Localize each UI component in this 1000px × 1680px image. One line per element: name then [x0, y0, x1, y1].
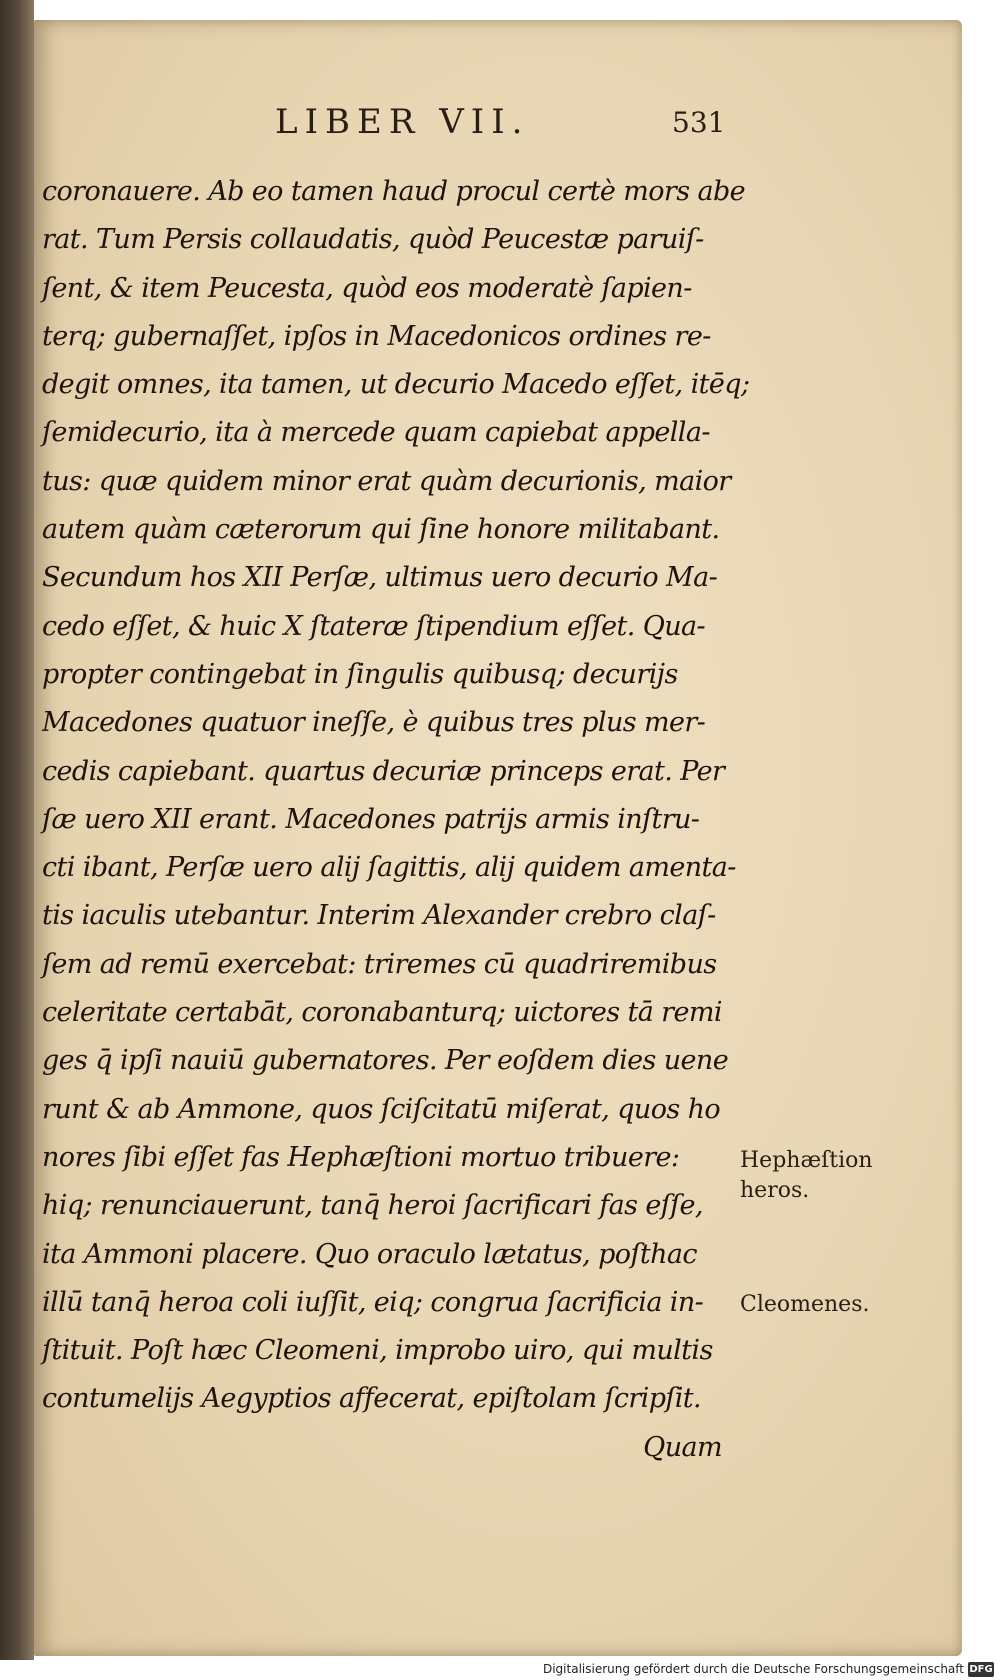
dfg-logo: DFG — [969, 1664, 993, 1675]
text-line: degit omnes, ita tamen, ut decurio Macedo eſſet, itēq; — [42, 369, 750, 401]
text-line: tis iaculis utebantur. Interim Alexander crebro claſ- — [42, 900, 716, 932]
funding-credit: Digitalisierung gefördert durch die Deutsche Forschungsgemeinschaft — [542, 1662, 964, 1676]
margin-note-line: heros. — [740, 1178, 810, 1203]
text-line: propter contingebat in ſingulis quibusq; decurijs — [42, 658, 678, 690]
folio-number: 531 — [672, 106, 726, 139]
running-title: LIBER VII. — [275, 102, 530, 142]
catchword: Quam — [643, 1431, 722, 1463]
text-line: autem quàm cæterorum qui ſine honore militabant. — [42, 514, 720, 546]
text-line: cedo eſſet, & huic X ſtateræ ſtipendium eſſet. Qua- — [42, 610, 706, 642]
text-block — [42, 168, 750, 1472]
text-line: cti ibant, Perſæ uero alij ſagittis, alij quidem amenta- — [42, 852, 736, 884]
margin-note-line: Hephæſtion — [740, 1148, 873, 1173]
text-line: contumelijs Aegyptios affecerat, epiſtolam ſcripſit. — [42, 1383, 702, 1415]
text-line: Macedones quatuor ineſſe, è quibus tres plus mer- — [42, 707, 706, 739]
text-line: coronauere. Ab eo tamen haud procul certè mors abe — [42, 176, 746, 207]
text-line: Secundum hos XII Perſæ, ultimus uero decurio Ma- — [42, 562, 718, 594]
digitization-footer — [0, 1660, 1000, 1680]
margin-note-hephaestion — [740, 1146, 873, 1206]
margin-note-cleomenes: Cleomenes. — [740, 1292, 870, 1317]
text-line: nores ſibi eſſet fas Hephæſtioni mortuo tribuere: — [42, 1141, 680, 1173]
text-line: ſtituit. Poſt hæc Cleomeni, improbo uiro, qui multis — [42, 1335, 713, 1367]
text-line: runt & ab Ammone, quos ſciſcitatū miſerat, quos ho — [42, 1093, 721, 1125]
text-line: tus: quæ quidem minor erat quàm decurionis, maior — [42, 465, 731, 497]
text-line: ges q̄ ipſi nauiū gubernatores. Per eoſdem dies uene — [42, 1045, 729, 1077]
text-line: ſemidecurio, ita à mercede quam capiebat appella- — [42, 417, 710, 449]
running-head — [0, 102, 1000, 152]
text-line: illū tanq̄ heroa coli iuſſit, eiq; congrua ſacrificia in- — [42, 1286, 704, 1318]
text-line: ſem ad remū exercebat: triremes cū quadriremibus — [42, 948, 717, 980]
text-line: ſæ uero XII erant. Macedones patrijs armis inſtru- — [42, 803, 700, 835]
text-line: rat. Tum Persis collaudatis, quòd Peucestæ paruiſ- — [42, 224, 704, 256]
text-line: cedis capiebant. quartus decuriæ princeps erat. Per — [42, 755, 725, 787]
book-edge — [0, 0, 34, 1680]
text-line: ita Ammoni placere. Quo oraculo lætatus, poſthac — [42, 1238, 697, 1270]
text-line: celeritate certabāt, coronabanturq; uictores tā remi — [42, 997, 722, 1029]
text-line: ſent, & item Peucesta, quòd eos moderatè ſapien- — [42, 272, 692, 304]
text-line: terq; gubernaſſet, ipſos in Macedonicos ordines re- — [42, 320, 711, 352]
text-line: hiq; renunciauerunt, tanq̄ heroi ſacrificari fas eſſe, — [42, 1190, 703, 1222]
